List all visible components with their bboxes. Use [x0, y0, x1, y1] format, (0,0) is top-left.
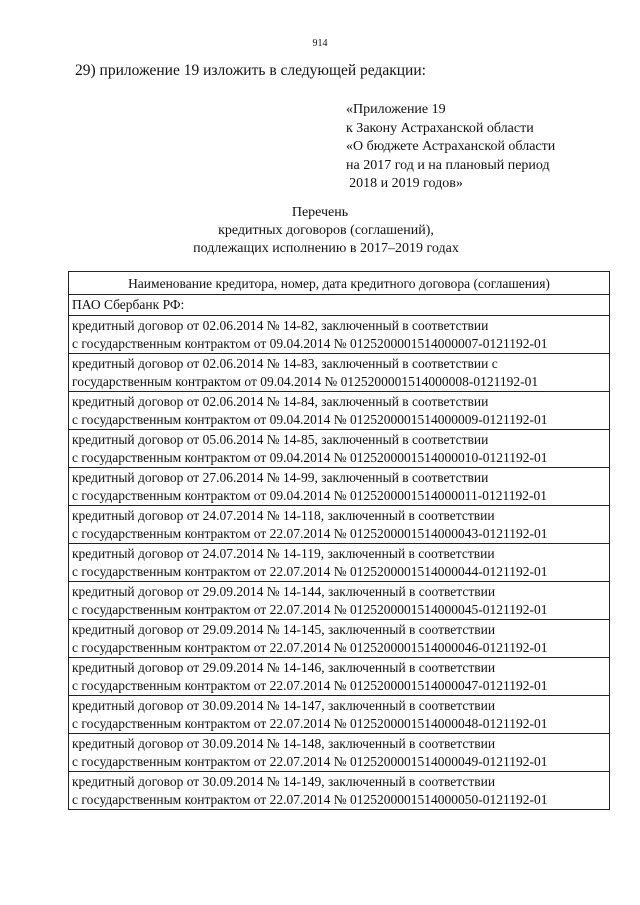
cell-text-line: с государственным контрактом от 22.07.2014 № 0125200001514000043-0121192-01 [72, 525, 548, 541]
cell-text-line: с государственным контрактом от 09.04.2014 № 0125200001514000010-0121192-01 [72, 449, 548, 465]
cell-text-line: с государственным контрактом от 22.07.2014 № 0125200001514000049-0121192-01 [72, 753, 548, 769]
table-row [69, 354, 610, 392]
table-header-cell: Наименование кредитора, номер, дата кредитного договора (соглашения) [69, 272, 610, 295]
table-row [69, 392, 610, 430]
cell-text-line: с государственным контрактом от 09.04.2014 № 0125200001514000011-0121192-01 [72, 487, 547, 503]
list-title: Перечень [291, 205, 349, 220]
appendix-reference [346, 101, 555, 194]
table-row [69, 658, 610, 696]
table-header-row [69, 272, 610, 295]
table-cell [69, 658, 610, 696]
table-row [69, 468, 610, 506]
cell-text-line: с государственным контрактом от 22.07.2014 № 0125200001514000045-0121192-01 [72, 601, 548, 617]
cell-text-line: кредитный договор от 02.06.2014 № 14-84, заключенный в соответствии [72, 394, 489, 409]
cell-text-line: кредитный договор от 05.06.2014 № 14-85, заключенный в соответствии [72, 432, 489, 447]
table-body [69, 295, 610, 810]
credit-agreements-table [68, 271, 610, 810]
table-cell [69, 696, 610, 734]
table-row [69, 430, 610, 468]
cell-text-line: кредитный договор от 29.09.2014 № 14-145, заключенный в соответствии [72, 622, 496, 637]
table-cell [69, 430, 610, 468]
cell-text-line: с государственным контрактом от 22.07.2014 № 0125200001514000046-0121192-01 [72, 639, 548, 655]
cell-text-line: с государственным контрактом от 22.07.2014 № 0125200001514000044-0121192-01 [72, 563, 548, 579]
table-row [69, 506, 610, 544]
creditor-name: ПАО Сбербанк РФ: [69, 295, 610, 316]
table-row [69, 582, 610, 620]
cell-text-line: с государственным контрактом от 22.07.2014 № 0125200001514000047-0121192-01 [72, 677, 548, 693]
table-cell [69, 772, 610, 810]
cell-text-line: государственным контрактом от 09.04.2014 № 0125200001514000008-0121192-01 [72, 373, 539, 389]
table-row [69, 620, 610, 658]
page-number: 914 [312, 38, 328, 49]
appendix-line: «Приложение 19 [346, 102, 446, 117]
cell-text-line: кредитный договор от 24.07.2014 № 14-119, заключенный в соответствии [72, 546, 495, 561]
table-cell [69, 316, 610, 354]
table-cell [69, 392, 610, 430]
list-subtitle: подлежащих исполнению в 2017–2019 годах [193, 241, 459, 256]
cell-text-line: кредитный договор от 27.06.2014 № 14-99, заключенный в соответствии [72, 470, 489, 485]
cell-text-line: кредитный договор от 29.09.2014 № 14-144, заключенный в соответствии [72, 584, 496, 599]
table-row [69, 544, 610, 582]
cell-text-line: кредитный договор от 24.07.2014 № 14-118, заключенный в соответствии [72, 508, 495, 523]
appendix-line: 2018 и 2019 годов» [349, 176, 463, 191]
table-group-row [69, 295, 610, 316]
amendment-intro: 29) приложение 19 изложить в следующей редакции: [75, 62, 426, 79]
table-row [69, 316, 610, 354]
table-cell [69, 468, 610, 506]
cell-text-line: кредитный договор от 30.09.2014 № 14-148, заключенный в соответствии [72, 736, 496, 751]
cell-text-line: кредитный договор от 02.06.2014 № 14-82, заключенный в соответствии [72, 318, 489, 333]
cell-text-line: кредитный договор от 02.06.2014 № 14-83, заключенный в соответствии с [72, 356, 498, 371]
table-cell [69, 582, 610, 620]
appendix-line: к Закону Астраханской области [346, 120, 534, 136]
table-cell [69, 354, 610, 392]
table-cell [69, 620, 610, 658]
table-cell [69, 544, 610, 582]
cell-text-line: с государственным контрактом от 09.04.2014 № 0125200001514000009-0121192-01 [72, 411, 548, 427]
cell-text-line: кредитный договор от 29.09.2014 № 14-146, заключенный в соответствии [72, 660, 496, 675]
table-row [69, 734, 610, 772]
appendix-line: на 2017 год и на плановый период [346, 157, 550, 173]
table-row [69, 696, 610, 734]
list-subtitle: кредитных договоров (соглашений), [218, 223, 434, 238]
list-heading [0, 204, 640, 258]
cell-text-line: с государственным контрактом от 09.04.2014 № 0125200001514000007-0121192-01 [72, 335, 548, 351]
appendix-line: «О бюджете Астраханской области [346, 139, 556, 154]
cell-text-line: с государственным контрактом от 22.07.2014 № 0125200001514000050-0121192-01 [72, 791, 548, 807]
cell-text-line: кредитный договор от 30.09.2014 № 14-149, заключенный в соответствии [72, 774, 496, 789]
cell-text-line: кредитный договор от 30.09.2014 № 14-147, заключенный в соответствии [72, 698, 496, 713]
table-cell [69, 506, 610, 544]
cell-text-line: с государственным контрактом от 22.07.2014 № 0125200001514000048-0121192-01 [72, 715, 548, 731]
table-row [69, 772, 610, 810]
table-cell [69, 734, 610, 772]
